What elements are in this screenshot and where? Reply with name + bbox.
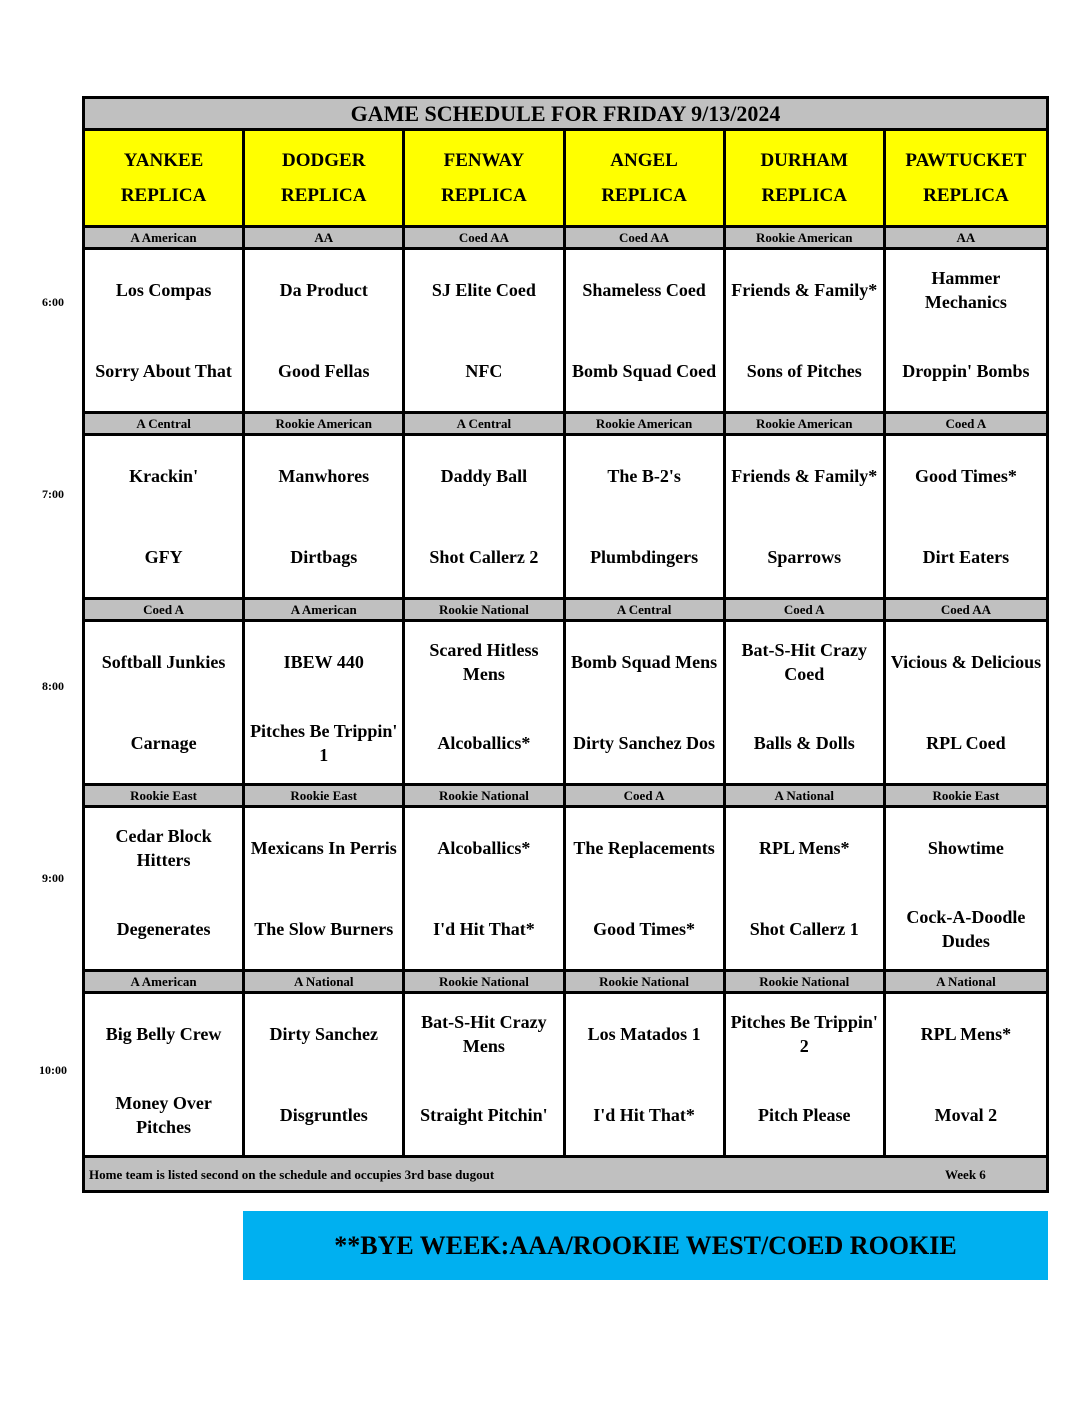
home-team: Straight Pitchin' xyxy=(420,1104,548,1125)
division-label: A National xyxy=(726,786,886,805)
home-team: Sons of Pitches xyxy=(746,360,862,381)
home-team: Sparrows xyxy=(767,546,842,567)
schedule-title: GAME SCHEDULE FOR FRIDAY 9/13/2024 xyxy=(85,99,1046,131)
division-label: Coed A xyxy=(566,786,726,805)
game-cell xyxy=(726,622,886,783)
home-team: Bomb Squad Coed xyxy=(572,360,717,381)
division-label: A Central xyxy=(85,414,245,433)
game-cell xyxy=(886,994,1046,1155)
division-label: Rookie National xyxy=(726,972,886,991)
division-label: Coed A xyxy=(85,600,245,619)
game-cell xyxy=(405,994,565,1155)
division-row xyxy=(85,786,1046,808)
game-cell xyxy=(566,808,726,969)
field-name: FENWAY xyxy=(443,149,525,171)
field-header-angel xyxy=(566,131,726,225)
game-row xyxy=(85,994,1046,1158)
home-team: Carnage xyxy=(130,732,197,753)
away-team: Los Compas xyxy=(115,280,212,301)
division-row xyxy=(85,414,1046,436)
home-team: I'd Hit That* xyxy=(593,1104,695,1125)
away-team: Showtime xyxy=(927,838,1004,859)
home-team: Pitches Be Trippin' 1 xyxy=(250,720,398,765)
field-type: REPLICA xyxy=(120,184,207,206)
division-label: A Central xyxy=(566,600,726,619)
game-cell xyxy=(245,250,405,411)
division-label: A National xyxy=(245,972,405,991)
home-team: Cock-A-Doodle Dudes xyxy=(906,906,1026,951)
game-cell xyxy=(405,250,565,411)
division-label: Rookie National xyxy=(566,972,726,991)
away-team: Bat-S-Hit Crazy Coed xyxy=(741,640,867,685)
division-label: Coed A xyxy=(945,415,987,431)
game-row xyxy=(85,436,1046,600)
division-label: AA xyxy=(956,229,976,245)
division-label: Coed A xyxy=(726,600,886,619)
game-cell xyxy=(245,436,405,597)
home-team: I'd Hit That* xyxy=(433,918,535,939)
division-label: AA xyxy=(245,228,405,247)
game-cell xyxy=(245,994,405,1155)
home-team: Dirty Sanchez Dos xyxy=(573,732,716,753)
game-row xyxy=(85,250,1046,414)
home-team: Disgruntles xyxy=(279,1104,368,1125)
game-cell xyxy=(245,808,405,969)
division-label: A National xyxy=(936,973,996,989)
home-team: Shot Callerz 2 xyxy=(429,546,539,567)
division-label: Rookie National xyxy=(405,786,565,805)
away-team: SJ Elite Coed xyxy=(431,280,536,301)
division-label: Coed AA xyxy=(566,228,726,247)
home-team: The Slow Burners xyxy=(254,918,394,939)
home-team: RPL Coed xyxy=(926,732,1006,753)
game-cell xyxy=(85,994,245,1155)
away-team: Los Matados 1 xyxy=(587,1024,701,1045)
field-header-row xyxy=(85,131,1046,228)
home-team: Droppin' Bombs xyxy=(902,360,1030,381)
division-label: Rookie East xyxy=(932,787,1000,803)
home-team: Good Fellas xyxy=(277,360,370,381)
time-slot-label: 7:00 xyxy=(42,487,64,501)
game-cell xyxy=(566,250,726,411)
division-label: A American xyxy=(85,972,245,991)
away-team: Hammer Mechanics xyxy=(924,268,1007,313)
time-slots xyxy=(85,228,1046,1158)
game-cell xyxy=(85,250,245,411)
away-team: RPL Mens* xyxy=(758,838,850,859)
away-team: Softball Junkies xyxy=(101,652,226,673)
home-team: Moval 2 xyxy=(934,1104,998,1125)
game-cell xyxy=(566,436,726,597)
game-row xyxy=(85,808,1046,972)
away-team: Daddy Ball xyxy=(440,466,528,487)
home-team: Sorry About That xyxy=(95,360,232,381)
field-header-durham xyxy=(726,131,886,225)
away-team: Da Product xyxy=(279,280,368,301)
division-label: Rookie American xyxy=(245,414,405,433)
game-cell xyxy=(886,808,1046,969)
away-team: Dirty Sanchez xyxy=(269,1024,378,1045)
game-cell xyxy=(726,808,886,969)
away-team: Mexicans In Perris xyxy=(250,838,397,859)
field-type: REPLICA xyxy=(601,184,687,206)
field-name: DURHAM xyxy=(760,149,849,171)
game-cell xyxy=(85,436,245,597)
division-label: Coed AA xyxy=(940,601,992,617)
division-label: Rookie American xyxy=(726,414,886,433)
away-team: Good Times* xyxy=(914,466,1017,487)
field-type: REPLICA xyxy=(280,184,367,206)
field-header-yankee xyxy=(85,131,245,225)
home-team: Shot Callerz 1 xyxy=(749,918,859,939)
game-cell xyxy=(566,994,726,1155)
away-team: Scared Hitless Mens xyxy=(429,640,539,685)
field-type: REPLICA xyxy=(923,184,1009,206)
field-type: REPLICA xyxy=(761,184,847,206)
game-cell xyxy=(245,622,405,783)
footer-bar xyxy=(85,1158,1046,1190)
time-slot-label: 9:00 xyxy=(42,871,64,885)
field-name: DODGER xyxy=(282,149,366,171)
division-label: Rookie American xyxy=(566,414,726,433)
game-cell xyxy=(85,622,245,783)
away-team: Alcoballics* xyxy=(437,838,531,859)
away-team: Vicious & Delicious xyxy=(890,652,1042,673)
division-label: Coed AA xyxy=(405,228,565,247)
division-row xyxy=(85,972,1046,994)
division-label: Rookie National xyxy=(405,972,565,991)
away-team: Cedar Block Hitters xyxy=(115,826,212,871)
home-team: Degenerates xyxy=(116,918,211,939)
home-team: Pitch Please xyxy=(758,1104,851,1125)
home-team: Dirtbags xyxy=(290,546,358,567)
time-slot-label: 6:00 xyxy=(42,295,64,309)
bye-week-banner: **BYE WEEK:AAA/ROOKIE WEST/COED ROOKIE xyxy=(243,1211,1048,1280)
home-team: Good Times* xyxy=(593,918,695,939)
field-type: REPLICA xyxy=(441,184,527,206)
field-name: PAWTUCKET xyxy=(905,149,1027,171)
game-cell xyxy=(726,994,886,1155)
away-team: The Replacements xyxy=(573,838,715,859)
game-cell xyxy=(886,436,1046,597)
game-cell xyxy=(405,622,565,783)
game-cell xyxy=(886,622,1046,783)
home-team-note: Home team is listed second on the schedule and occupies 3rd base dugout xyxy=(89,1167,495,1182)
game-cell xyxy=(405,808,565,969)
home-team: Dirt Eaters xyxy=(922,546,1010,567)
away-team: RPL Mens* xyxy=(920,1024,1012,1045)
division-row xyxy=(85,228,1046,250)
time-slot-label: 8:00 xyxy=(42,679,64,693)
division-label: Rookie East xyxy=(245,786,405,805)
field-header-pawtucket xyxy=(886,131,1046,225)
game-cell xyxy=(405,436,565,597)
game-cell xyxy=(886,250,1046,411)
schedule-table xyxy=(82,96,1049,1193)
division-label: A American xyxy=(245,600,405,619)
game-cell xyxy=(85,808,245,969)
field-name: YANKEE xyxy=(123,149,204,171)
division-row xyxy=(85,600,1046,622)
game-cell xyxy=(726,250,886,411)
home-team: Money Over Pitches xyxy=(115,1092,212,1137)
game-row xyxy=(85,622,1046,786)
home-team: GFY xyxy=(144,546,183,567)
home-team: NFC xyxy=(465,360,503,381)
away-team: Krackin' xyxy=(129,466,199,487)
game-cell xyxy=(726,436,886,597)
division-label: A Central xyxy=(405,414,565,433)
away-team: Shameless Coed xyxy=(582,280,706,301)
away-team: Pitches Be Trippin' 2 xyxy=(730,1012,878,1057)
away-team: Bat-S-Hit Crazy Mens xyxy=(421,1012,547,1057)
home-team: Plumbdingers xyxy=(590,546,699,567)
home-team: Balls & Dolls xyxy=(753,732,855,753)
division-label: Rookie American xyxy=(726,228,886,247)
division-label: Rookie National xyxy=(405,600,565,619)
away-team: Friends & Family* xyxy=(731,466,878,487)
away-team: Manwhores xyxy=(278,466,370,487)
game-cell xyxy=(566,622,726,783)
home-team: Alcoballics* xyxy=(437,732,531,753)
week-label: Week 6 xyxy=(945,1167,986,1182)
division-label: Rookie East xyxy=(85,786,245,805)
away-team: Friends & Family* xyxy=(731,280,878,301)
time-slot-label: 10:00 xyxy=(39,1063,67,1077)
field-header-fenway xyxy=(405,131,565,225)
field-header-dodger xyxy=(245,131,405,225)
away-team: The B-2's xyxy=(607,466,681,487)
away-team: IBEW 440 xyxy=(283,652,364,673)
away-team: Big Belly Crew xyxy=(105,1024,222,1045)
field-name: ANGEL xyxy=(610,149,678,171)
division-label: A American xyxy=(85,228,245,247)
away-team: Bomb Squad Mens xyxy=(571,652,718,673)
